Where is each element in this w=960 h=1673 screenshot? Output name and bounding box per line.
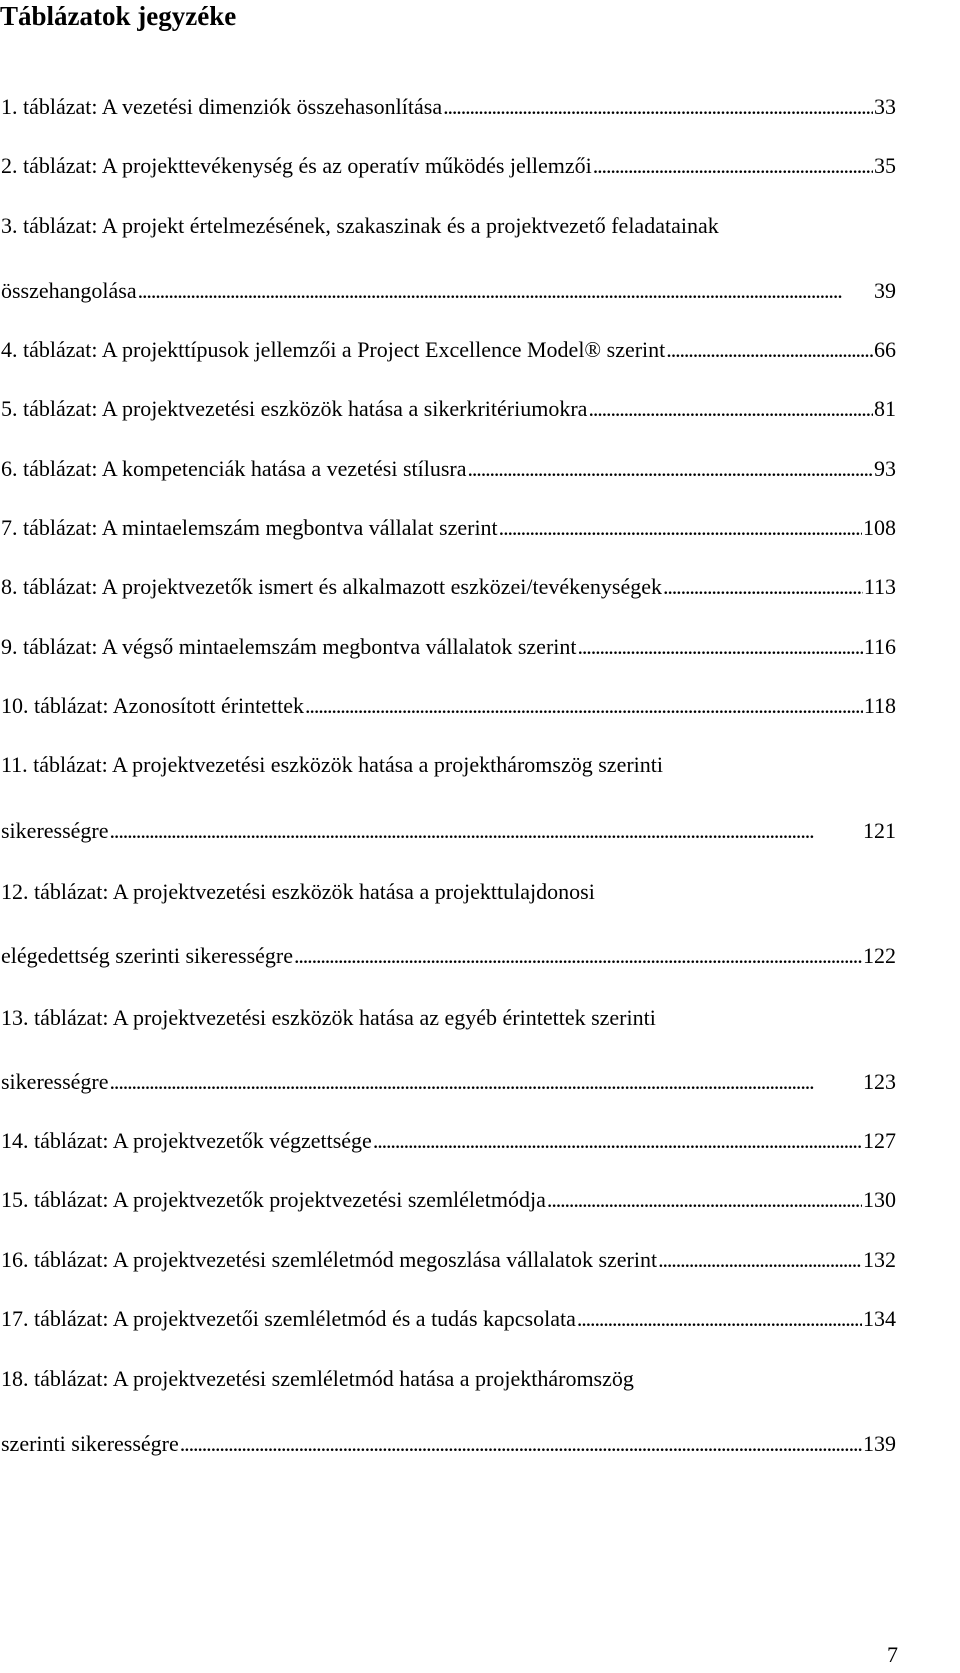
- entry-title-line-1: 3. táblázat: A projekt értelmezésének, szakaszinak és a projektvezető feladatainak: [1, 213, 719, 238]
- entry-page: 122: [863, 943, 896, 968]
- entry-title: 5. táblázat: A projektvezetési eszközök hatása a sikerkritériumokra: [1, 396, 588, 421]
- entry-title: összehangolása: [1, 278, 137, 303]
- entry-title: 2. táblázat: A projekttevékenység és az operatív működés jellemzői: [1, 153, 592, 178]
- dot-leader: [578, 631, 863, 663]
- list-item[interactable]: [1, 1125, 896, 1157]
- entry-title: 6. táblázat: A kompetenciák hatása a vezetési stílusra: [1, 456, 467, 481]
- dot-leader: [305, 690, 863, 722]
- entry-title: 17. táblázat: A projektvezetői szemléletmód és a tudás kapcsolata: [1, 1306, 576, 1331]
- dot-leader: [666, 334, 873, 366]
- dot-leader: [110, 815, 862, 847]
- entry-page: 127: [863, 1128, 896, 1153]
- entry-page: 116: [863, 634, 896, 659]
- entry-page: 66: [874, 337, 896, 362]
- entry-title: 15. táblázat: A projektvezetők projektvezetési szemléletmódja: [1, 1187, 546, 1212]
- dot-leader: [588, 393, 873, 425]
- entry-page: 93: [874, 456, 896, 481]
- entry-title: 8. táblázat: A projektvezetők ismert és alkalmazott eszközei/tevékenységek: [1, 574, 662, 599]
- dot-leader: [499, 512, 862, 544]
- list-item[interactable]: [1, 150, 896, 182]
- entry-title: sikerességre: [1, 818, 109, 843]
- dot-leader: [658, 1244, 862, 1276]
- entry-title: sikerességre: [1, 1069, 109, 1094]
- entry-page: 123: [863, 1069, 896, 1094]
- list-item[interactable]: [1, 1303, 896, 1335]
- list-item[interactable]: [1, 334, 896, 366]
- entry-title: 10. táblázat: Azonosított érintettek: [1, 693, 305, 718]
- list-item[interactable]: [1, 1244, 896, 1276]
- entry-page: 134: [863, 1306, 896, 1331]
- entry-title: 14. táblázat: A projektvezetők végzettsége: [1, 1128, 372, 1153]
- entry-page: 35: [874, 153, 896, 178]
- entry-title: 4. táblázat: A projekttípusok jellemzői a Project Excellence Model® szerint: [1, 337, 666, 362]
- entry-title: 1. táblázat: A vezetési dimenziók összehasonlítása: [1, 94, 443, 119]
- entry-title: 7. táblázat: A mintaelemszám megbontva vállalat szerint: [1, 515, 498, 540]
- list-item[interactable]: [1, 453, 896, 485]
- entry-page: 39: [874, 278, 896, 303]
- dot-leader: [593, 150, 873, 182]
- list-item[interactable]: [1, 275, 896, 307]
- entry-title: 9. táblázat: A végső mintaelemszám megbontva vállalatok szerint: [1, 634, 577, 659]
- entry-page: 81: [874, 396, 896, 421]
- entry-page: 108: [863, 515, 896, 540]
- dot-leader: [663, 571, 863, 603]
- entry-title: szerinti sikerességre: [1, 1431, 179, 1456]
- dot-leader: [373, 1125, 862, 1157]
- entry-title-line-1: 12. táblázat: A projektvezetési eszközök hatása a projekttulajdonosi: [1, 879, 595, 904]
- entry-page: 130: [863, 1187, 896, 1212]
- entry-title-line-1: 18. táblázat: A projektvezetési szemléletmód hatása a projektháromszög: [1, 1366, 634, 1391]
- dot-leader: [180, 1428, 862, 1460]
- dot-leader: [294, 940, 862, 972]
- list-item[interactable]: [1, 631, 896, 663]
- list-item[interactable]: [1, 940, 896, 972]
- list-item[interactable]: [1, 1428, 896, 1460]
- entry-page: 33: [874, 94, 896, 119]
- dot-leader: [577, 1303, 862, 1335]
- list-item[interactable]: [1, 1184, 896, 1216]
- dot-leader: [468, 453, 874, 485]
- entry-page: 121: [863, 818, 896, 843]
- dot-leader: [547, 1184, 862, 1216]
- entry-title: elégedettség szerinti sikerességre: [1, 943, 293, 968]
- list-item[interactable]: [1, 815, 896, 847]
- dot-leader: [443, 91, 873, 123]
- list-item[interactable]: [1, 1066, 896, 1098]
- entry-page: 118: [863, 693, 896, 718]
- entry-title: 16. táblázat: A projektvezetési szemléletmód megoszlása vállalatok szerint: [1, 1247, 658, 1272]
- list-item[interactable]: [1, 690, 896, 722]
- entry-page: 113: [863, 574, 896, 599]
- entry-page: 139: [863, 1431, 896, 1456]
- list-item[interactable]: [1, 393, 896, 425]
- entry-title-line-1: 11. táblázat: A projektvezetési eszközök hatása a projektháromszög szerinti: [1, 752, 663, 777]
- list-item[interactable]: [1, 571, 896, 603]
- entry-title-line-1: 13. táblázat: A projektvezetési eszközök hatása az egyéb érintettek szerinti: [1, 1005, 656, 1030]
- dot-leader: [138, 275, 873, 307]
- dot-leader: [110, 1066, 862, 1098]
- page-number: 7: [887, 1642, 898, 1667]
- list-item[interactable]: [1, 512, 896, 544]
- page-title: Táblázatok jegyzéke: [0, 1, 237, 31]
- entry-page: 132: [863, 1247, 896, 1272]
- list-item[interactable]: [1, 91, 896, 123]
